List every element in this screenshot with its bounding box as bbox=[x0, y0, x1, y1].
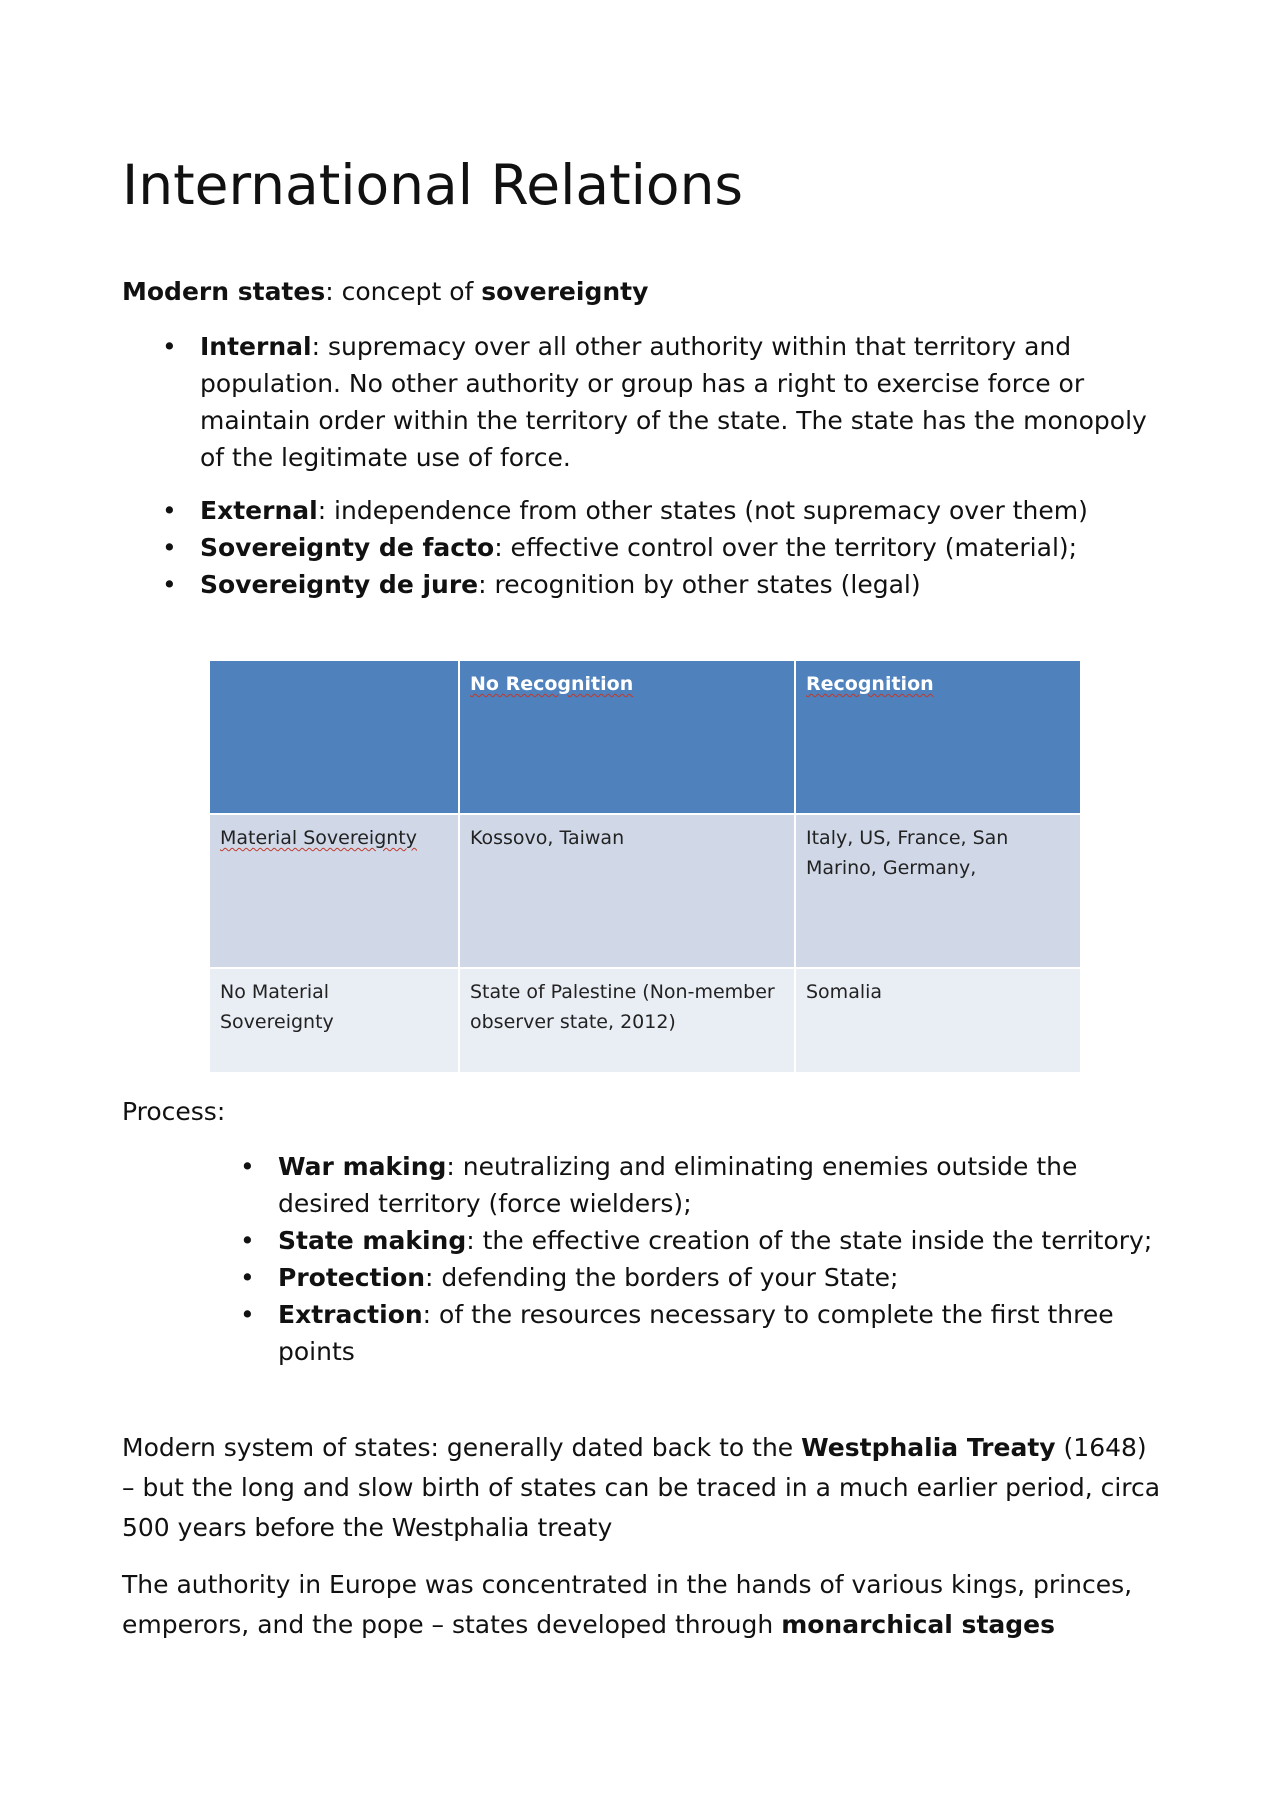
bullet-icon: • bbox=[162, 332, 177, 361]
list-item-text: : supremacy over all other authority within that territory and population. No other authority or group has a right to exercise force or maintain order within the territory of the state. The state has the monopoly of the legitimate use of force. bbox=[200, 332, 1147, 472]
list-item bbox=[162, 529, 1160, 566]
list-item bbox=[162, 328, 1160, 476]
process-label: Process: bbox=[122, 1097, 226, 1126]
intro-term-modern-states: Modern states bbox=[122, 277, 326, 306]
bullet-icon: • bbox=[162, 496, 177, 525]
table-header-cell bbox=[795, 660, 1081, 814]
list-item-term: Sovereignty de facto bbox=[200, 533, 495, 562]
list-item-text: : independence from other states (not supremacy over them) bbox=[317, 496, 1088, 525]
intro-mid-text: : concept of bbox=[325, 277, 482, 306]
authority-paragraph: The authority in Europe was concentrated in the hands of various kings, princes, emperors, and the pope – states developed through monarchical stages bbox=[122, 1570, 1133, 1639]
list-item bbox=[240, 1222, 1160, 1259]
table-cell: Somalia bbox=[795, 968, 1081, 1073]
list-item bbox=[240, 1259, 1160, 1296]
recognition-table bbox=[208, 659, 1082, 1074]
table-header-row bbox=[209, 660, 1081, 814]
document-title: International Relations bbox=[122, 153, 744, 217]
bullet-icon: • bbox=[240, 1300, 255, 1329]
list-item bbox=[240, 1148, 1160, 1222]
list-item-text: : of the resources necessary to complete the first three points bbox=[278, 1300, 1114, 1366]
list-item bbox=[162, 492, 1160, 529]
list-item-text: : recognition by other states (legal) bbox=[478, 570, 921, 599]
table-cell: State of Palestine (Non-member observer state, 2012) bbox=[459, 968, 795, 1073]
header-no-recognition: No Recognition bbox=[470, 673, 634, 695]
header-recognition: Recognition bbox=[806, 673, 934, 695]
bullet-icon: • bbox=[162, 570, 177, 599]
table-row bbox=[209, 814, 1081, 968]
table-cell-label: No Material Sovereignty bbox=[209, 968, 459, 1073]
list-item-text: : defending the borders of your State; bbox=[425, 1263, 899, 1292]
list-item bbox=[162, 566, 1160, 603]
bullet-icon: • bbox=[162, 533, 177, 562]
bullet-icon: • bbox=[240, 1152, 255, 1181]
westphalia-paragraph: Modern system of states: generally dated back to the Westphalia Treaty (1648) – but the long and slow birth of states can be traced in a much earlier period, circa 500 years before the Westphalia treaty bbox=[122, 1433, 1161, 1542]
table-cell: Kossovo, Taiwan bbox=[459, 814, 795, 968]
monarchical-stages-term: monarchical stages bbox=[781, 1610, 1055, 1639]
westphalia-treaty-term: Westphalia Treaty bbox=[801, 1433, 1056, 1462]
list-item-text: : the effective creation of the state inside the territory; bbox=[466, 1226, 1153, 1255]
list-item bbox=[240, 1296, 1160, 1370]
sovereignty-list bbox=[162, 328, 1160, 603]
list-item-term: Internal bbox=[200, 332, 312, 361]
table-row bbox=[209, 968, 1081, 1073]
table-header-cell bbox=[209, 660, 459, 814]
table-cell: Italy, US, France, San Marino, Germany, bbox=[795, 814, 1081, 968]
list-item-term: War making bbox=[278, 1152, 447, 1181]
list-item-text: : neutralizing and eliminating enemies outside the desired territory (force wielders); bbox=[278, 1152, 1078, 1218]
bullet-icon: • bbox=[240, 1226, 255, 1255]
table-header-cell bbox=[459, 660, 795, 814]
intro-term-sovereignty: sovereignty bbox=[481, 277, 649, 306]
process-list bbox=[240, 1148, 1160, 1370]
table-cell-label: Material Sovereignty bbox=[209, 814, 459, 968]
list-item-term: Extraction bbox=[278, 1300, 423, 1329]
list-item-term: External bbox=[200, 496, 318, 525]
list-item-term: State making bbox=[278, 1226, 467, 1255]
list-item-text: : effective control over the territory (material); bbox=[494, 533, 1078, 562]
intro-paragraph bbox=[122, 272, 1162, 312]
bullet-icon: • bbox=[240, 1263, 255, 1292]
list-item-term: Protection bbox=[278, 1263, 426, 1292]
list-item-term: Sovereignty de jure bbox=[200, 570, 479, 599]
